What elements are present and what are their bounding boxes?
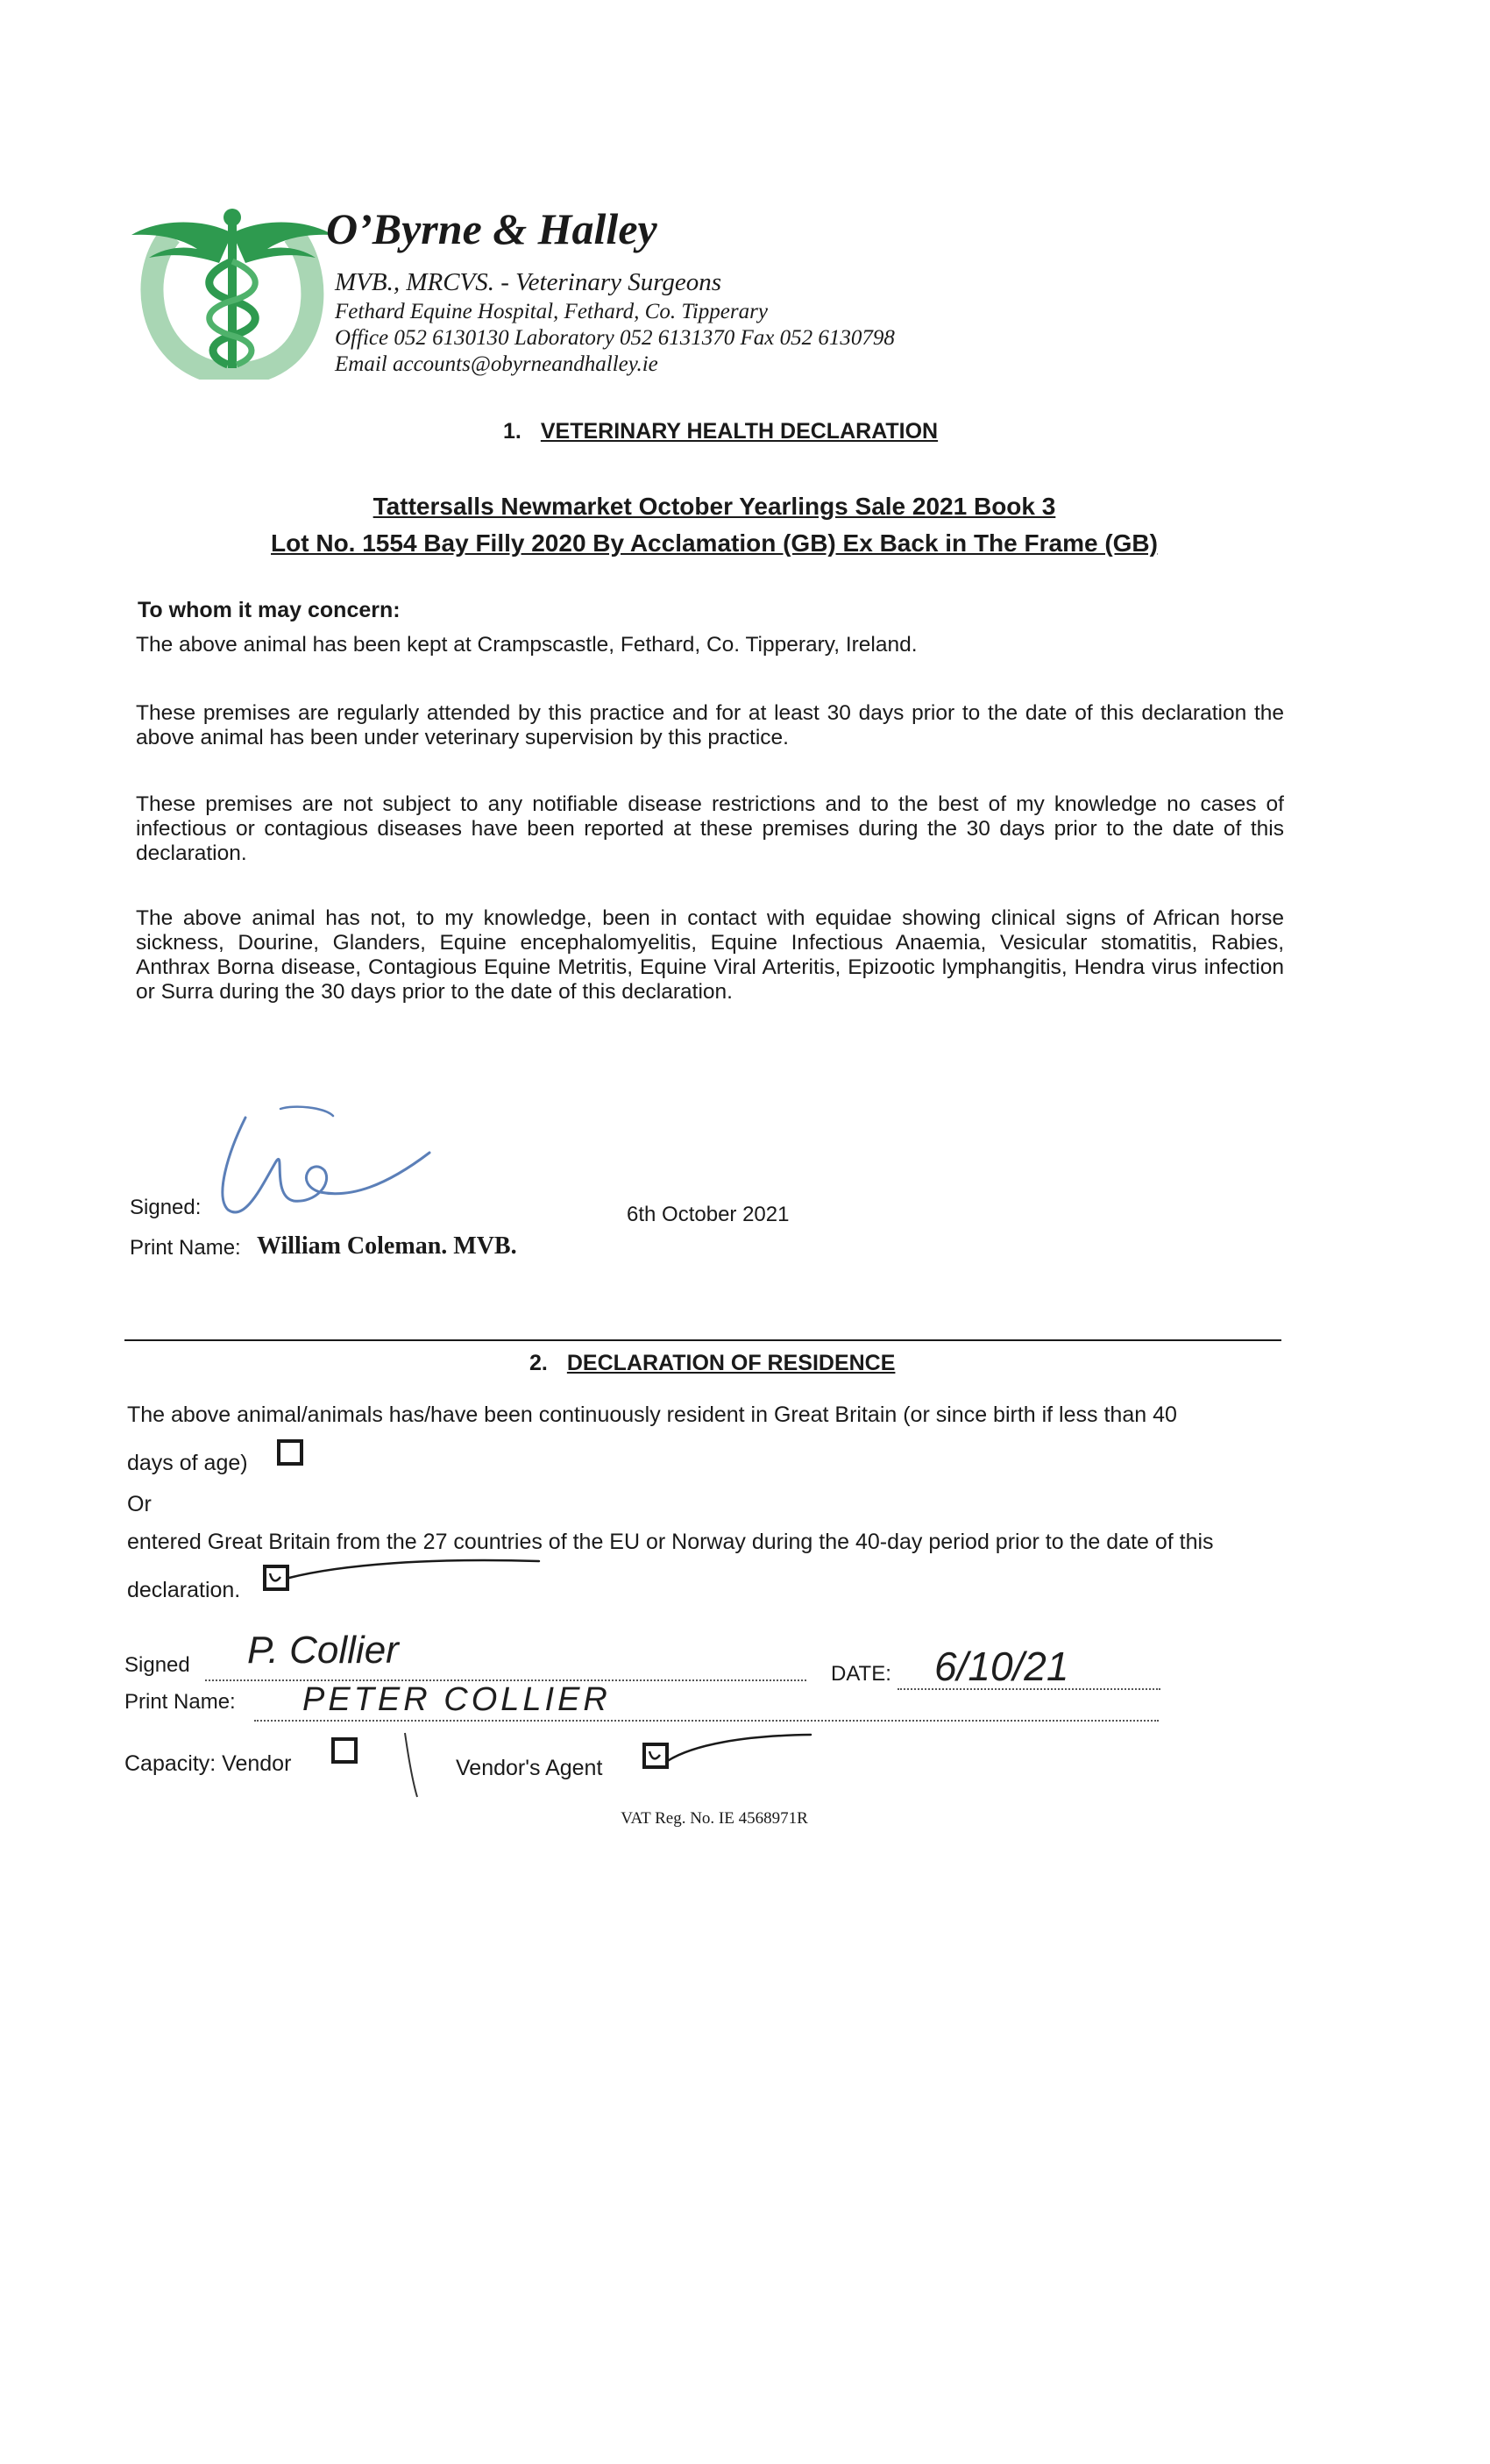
firm-subtitle: MVB., MRCVS. - Veterinary Surgeons — [335, 268, 722, 296]
vendor-signature: P. Collier — [247, 1629, 399, 1672]
agent-tick-mark-icon — [646, 1746, 665, 1765]
checkmark-stroke — [289, 1556, 543, 1582]
section2-number: 2. — [529, 1351, 548, 1375]
paragraph-disease-restrictions: These premises are not subject to any notifiable disease restrictions and to the best of my knowledge no cases of infectious or contagious diseases have been reported at these premises during the 30 days prior to the date of this declaration. — [136, 792, 1284, 865]
date-label: DATE: — [831, 1662, 891, 1686]
vendor-print-name: PETER COLLIER — [302, 1681, 611, 1718]
vet-print-name: William Coleman. MVB. — [257, 1232, 517, 1260]
capacity-vendor-label: Capacity: Vendor — [124, 1751, 292, 1776]
section-divider — [124, 1339, 1281, 1341]
vat-registration: VAT Reg. No. IE 4568971R — [621, 1809, 808, 1828]
paragraph-contact-declaration: The above animal has not, to my knowledge, been in contact with equidae showing clinical signs of African horse sickness, Dourine, Glanders, Equine encephalomyelitis, Equine Infectious Anaemia, Vesicular stomatitis, Rabies, Anthrax Borna disease, Contagious Equine Metritis, Equine Viral Arteritis, Epizootic lymphangitis, Hendra virus infection or Surra during the 30 days prior to the date of this declaration. — [136, 906, 1284, 1004]
vendor-signed-label: Signed — [124, 1653, 190, 1677]
residence-option2-line1: entered Great Britain from the 27 countries of the EU or Norway during the 40-day period prior to the date of this — [127, 1530, 1214, 1554]
vet-signature — [210, 1100, 438, 1227]
entered-gb-checkbox[interactable] — [263, 1565, 289, 1591]
stray-pen-mark — [403, 1731, 421, 1801]
caduceus-logo-icon — [131, 200, 333, 380]
paragraph-supervision: These premises are regularly attended by this practice and for at least 30 days prior to the date of this declaration the above animal has been under veterinary supervision by this practice. — [136, 701, 1284, 749]
residence-option1-line1: The above animal/animals has/have been continuously resident in Great Britain (or since birth if less than 40 — [127, 1402, 1177, 1427]
vet-declaration-date: 6th October 2021 — [627, 1203, 790, 1226]
vendors-agent-label: Vendor's Agent — [456, 1756, 603, 1780]
section2-heading — [529, 1351, 895, 1376]
sale-line-1: Tattersalls Newmarket October Yearlings Sale 2021 Book 3 — [372, 493, 1056, 520]
residence-option2-line2: declaration. — [127, 1578, 241, 1602]
resident-checkbox[interactable] — [277, 1439, 303, 1466]
vet-signed-label: Signed: — [130, 1196, 202, 1219]
section1-number: 1. — [503, 419, 522, 444]
or-label: Or — [127, 1492, 152, 1516]
salutation: To whom it may concern: — [138, 598, 401, 622]
firm-email-line: Email accounts@obyrneandhalley.ie — [335, 352, 658, 376]
residence-option1-line2: days of age) — [127, 1451, 248, 1475]
vendor-date: 6/10/21 — [934, 1644, 1069, 1689]
section2-title: DECLARATION OF RESIDENCE — [566, 1351, 896, 1375]
vendor-print-name-label: Print Name: — [124, 1690, 236, 1714]
tick-mark-icon — [266, 1568, 286, 1587]
agent-checkmark-stroke — [666, 1731, 815, 1766]
paragraph-premises-location: The above animal has been kept at Crampscastle, Fethard, Co. Tipperary, Ireland. — [136, 633, 918, 657]
vendor-print-name-line — [254, 1720, 1159, 1722]
firm-phone-line: Office 052 6130130 Laboratory 052 6131370 Fax 052 6130798 — [335, 326, 895, 350]
firm-hospital: Fethard Equine Hospital, Fethard, Co. Tipperary — [335, 300, 768, 323]
sale-line-2: Lot No. 1554 Bay Filly 2020 By Acclamation (GB) Ex Back in The Frame (GB) — [271, 529, 1158, 557]
section1-heading — [503, 419, 938, 444]
firm-name: O’Byrne & Halley — [326, 204, 657, 253]
vendors-agent-checkbox[interactable] — [642, 1743, 669, 1769]
vendor-capacity-checkbox[interactable] — [331, 1737, 358, 1764]
vet-print-name-label: Print Name: — [130, 1236, 241, 1260]
section1-title: VETERINARY HEALTH DECLARATION — [540, 419, 939, 444]
